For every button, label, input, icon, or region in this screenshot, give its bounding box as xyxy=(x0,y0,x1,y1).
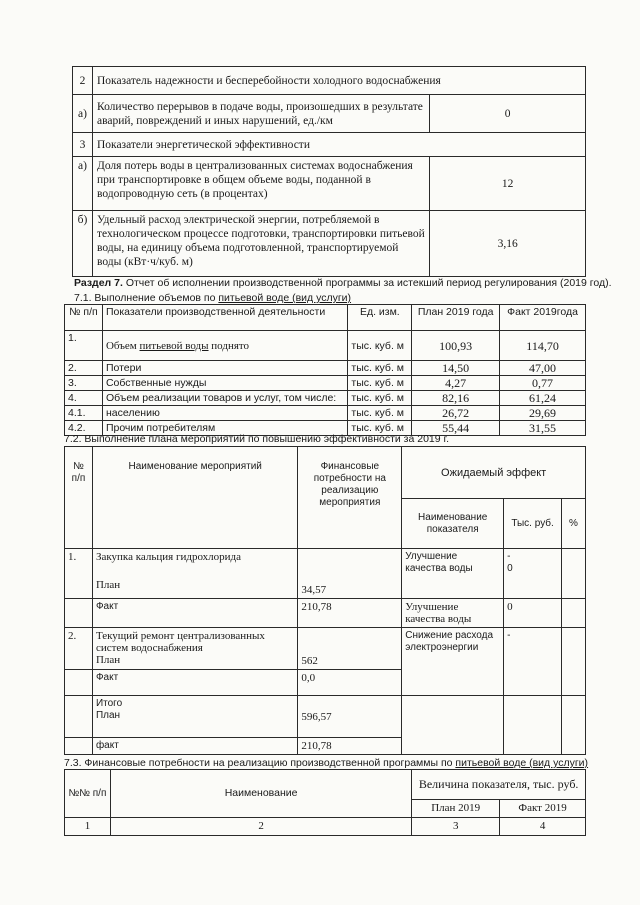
table-cell: 4.1. xyxy=(65,406,103,421)
table-cell xyxy=(504,696,562,755)
table-cell: 2. xyxy=(65,628,93,670)
section-7-2-title: 7.2. Выполнение плана мероприятий по повышению эффективности за 2019 г. xyxy=(64,433,449,445)
table-cell: тыс. куб. м xyxy=(348,331,412,361)
table-cell: факт xyxy=(92,738,297,755)
table-cell: 2 xyxy=(73,67,93,95)
table-cell: Финансовые потребности на реализацию мероприятия xyxy=(298,447,402,549)
table-cell: Факт xyxy=(92,670,297,696)
table-cell: 31,55 xyxy=(500,421,586,436)
table-cell: 3 xyxy=(412,818,500,836)
table-cell: 34,57 xyxy=(298,549,402,599)
table-cell: 596,57 xyxy=(298,696,402,738)
table-cell: - 0 xyxy=(504,549,562,599)
table-cell: Ед. изм. xyxy=(348,305,412,331)
table-cell: 0 xyxy=(430,95,586,133)
table-cell: 4 xyxy=(500,818,586,836)
table-row xyxy=(73,211,586,277)
section-7-heading: Раздел 7. Отчет об исполнении производственной программы за истекший период регулирования (2019 год). xyxy=(74,277,612,289)
table-cell: Факт 2019 xyxy=(500,800,586,818)
table-cell: 1. xyxy=(65,331,103,361)
table-cell: Улучшение качества воды xyxy=(402,549,504,599)
table-cell: 210,78 xyxy=(298,738,402,755)
table-row xyxy=(73,95,586,133)
table-cell: 1. xyxy=(65,549,93,599)
table-cell: 55,44 xyxy=(412,421,500,436)
table-cell: Факт 2019года xyxy=(500,305,586,331)
table-cell: населению xyxy=(102,406,347,421)
table-cell: Прочим потребителям xyxy=(102,421,347,436)
table-cell xyxy=(562,628,586,696)
table-cell: Собственные нужды xyxy=(102,376,347,391)
table-cell: Факт xyxy=(92,599,297,628)
volumes-table xyxy=(64,304,586,436)
table-cell: 26,72 xyxy=(412,406,500,421)
table-cell: тыс. куб. м xyxy=(348,421,412,436)
table-cell: Наименование xyxy=(110,770,411,818)
table-cell: 4.2. xyxy=(65,421,103,436)
table-header xyxy=(65,447,586,499)
table-cell: Показатель надежности и бесперебойности холодного водоснабжения xyxy=(92,67,585,95)
table-row xyxy=(73,157,586,211)
table-cell: % xyxy=(562,499,586,549)
table-cell xyxy=(562,599,586,628)
table-cell: 1 xyxy=(65,818,111,836)
table-cell: а) xyxy=(73,95,93,133)
measures-table xyxy=(64,446,586,755)
table-cell: 47,00 xyxy=(500,361,586,376)
table-cell: 61,24 xyxy=(500,391,586,406)
table-row xyxy=(65,818,586,836)
table-cell: тыс. куб. м xyxy=(348,391,412,406)
table-cell: Показатели производственной деятельности xyxy=(102,305,347,331)
table-cell: 3 xyxy=(73,133,93,157)
table-cell: План 2019 года xyxy=(412,305,500,331)
table-row xyxy=(65,391,586,406)
table-cell: Величина показателя, тыс. руб. xyxy=(412,770,586,800)
table-cell: №№ п/п xyxy=(65,770,111,818)
table-cell: 114,70 xyxy=(500,331,586,361)
section-7-3-title: 7.3. Финансовые потребности на реализацию производственной программы по питьевой воде (вид услуги) xyxy=(64,757,589,769)
table-row xyxy=(65,628,586,670)
table-cell: 4,27 xyxy=(412,376,500,391)
table-row xyxy=(65,361,586,376)
table-cell xyxy=(562,696,586,755)
table-cell: Потери xyxy=(102,361,347,376)
table-cell: Итого План xyxy=(92,696,297,738)
table-cell: Улучшение качества воды xyxy=(402,599,504,628)
table-cell: 4. xyxy=(65,391,103,406)
table-cell: 2. xyxy=(65,361,103,376)
table-cell: 3. xyxy=(65,376,103,391)
table-cell: а) xyxy=(73,157,93,211)
finance-table xyxy=(64,769,586,836)
table-cell: б) xyxy=(73,211,93,277)
table-cell xyxy=(65,670,93,696)
table-cell: Удельный расход электрической энергии, потребляемой в технологическом процессе подготовки, транспортировки питьевой воды, на единицу объема подготовленной, транспортируемой воды (кВт·ч/куб. м) xyxy=(92,211,429,277)
table-row xyxy=(65,331,586,361)
table-row xyxy=(65,696,586,738)
table-cell: тыс. куб. м xyxy=(348,376,412,391)
table-header xyxy=(65,305,586,331)
table-cell: Количество перерывов в подаче воды, произошедших в результате аварий, повреждений и иных нарушений, ед./км xyxy=(92,95,429,133)
table-row xyxy=(65,599,586,628)
table-row xyxy=(65,549,586,599)
table-cell: Доля потерь воды в централизованных системах водоснабжения при транспортировке в общем объеме воды, поданной в водопроводную сеть (в процентах) xyxy=(92,157,429,211)
table-cell: 2 xyxy=(110,818,411,836)
table-row xyxy=(65,376,586,391)
table-cell: 0,0 xyxy=(298,670,402,696)
table-cell: Закупка кальция гидрохлорида План xyxy=(92,549,297,599)
table-cell: тыс. куб. м xyxy=(348,406,412,421)
table-cell: 100,93 xyxy=(412,331,500,361)
table-cell: Наименование мероприятий xyxy=(92,447,297,549)
table-row xyxy=(65,406,586,421)
table-cell: 82,16 xyxy=(412,391,500,406)
table-cell: 29,69 xyxy=(500,406,586,421)
table-cell: № п/п xyxy=(65,305,103,331)
table-cell: Ожидаемый эффект xyxy=(402,447,586,499)
table-row xyxy=(73,67,586,95)
table-cell xyxy=(65,696,93,738)
table-cell: Объем реализации товаров и услуг, том числе: xyxy=(102,391,347,406)
table-row xyxy=(73,133,586,157)
table-cell xyxy=(65,599,93,628)
table-cell: Показатели энергетической эффективности xyxy=(92,133,585,157)
table-cell: Объем питьевой воды поднято xyxy=(102,331,347,361)
table-cell: 210,78 xyxy=(298,599,402,628)
table-cell: 12 xyxy=(430,157,586,211)
table-header xyxy=(65,770,586,800)
table-cell: Наименование показателя xyxy=(402,499,504,549)
table-cell: Тыс. руб. xyxy=(504,499,562,549)
table-cell: Текущий ремонт централизованных систем водоснабжения План xyxy=(92,628,297,670)
table-cell: 14,50 xyxy=(412,361,500,376)
table-cell: - xyxy=(504,628,562,696)
table-cell: 562 xyxy=(298,628,402,670)
table-cell: 0,77 xyxy=(500,376,586,391)
table-cell: Снижение расхода электроэнергии xyxy=(402,628,504,696)
table-cell: 0 xyxy=(504,599,562,628)
table-cell: тыс. куб. м xyxy=(348,361,412,376)
section-7-1-title: 7.1. Выполнение объемов по питьевой воде (вид услуги) xyxy=(74,292,352,304)
reliability-table xyxy=(72,66,586,277)
table-cell xyxy=(402,696,504,755)
table-cell xyxy=(65,738,93,755)
table-cell: № п/п xyxy=(65,447,93,549)
table-cell: План 2019 xyxy=(412,800,500,818)
table-cell: 3,16 xyxy=(430,211,586,277)
table-cell xyxy=(562,549,586,599)
